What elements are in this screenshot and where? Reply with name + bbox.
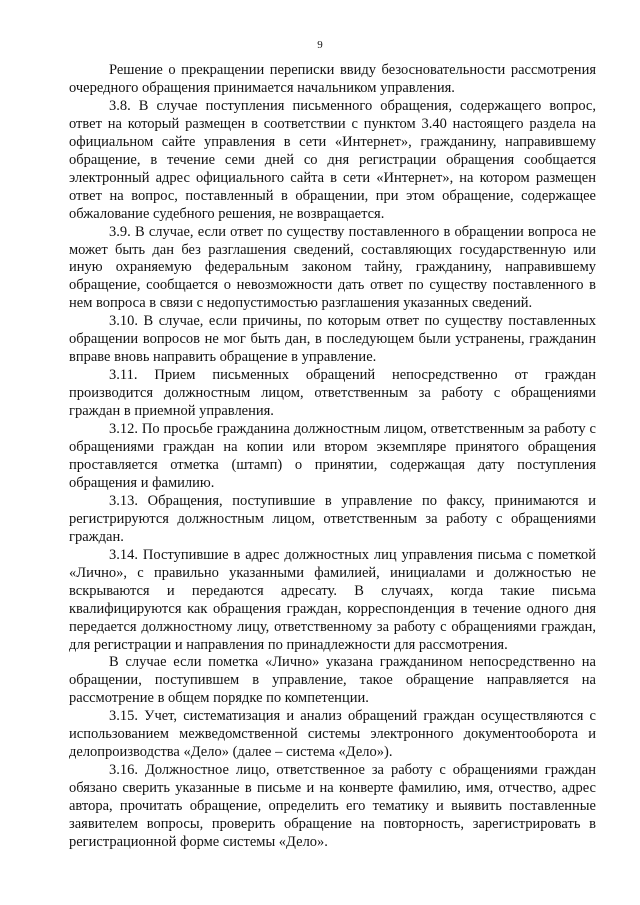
paragraph-3-14: 3.14. Поступившие в адрес должностных лиц управления письма с пометкой «Лично», с правильно указанными фамилией, инициалами и должностью не вскрываются и передаются адресату. В случаях, когда такие письма квалифицируются как обращения граждан, корреспонденция в течение одного дня передается должностному лицу, ответственному за работу с обращениями граждан, для регистрации и направления по принадлежности для рассмотрения. — [69, 546, 596, 653]
paragraph-decision-termination: Решение о прекращении переписки ввиду безосновательности рассмотрения очередного обращения принимается начальником управления. — [69, 62, 596, 96]
paragraph-personal-mark: В случае если пометка «Лично» указана гражданином непосредственно на обращении, поступившем в управление, такое обращение направляется на рассмотрение в общем порядке по компетенции. — [69, 654, 596, 707]
page-number: 9 — [317, 39, 323, 51]
paragraph-3-10: 3.10. В случае, если причины, по которым ответ по существу поставленных обращении вопросов не мог быть дан, в последующем были устранены, гражданин вправе вновь направить обращение в управление. — [69, 313, 596, 366]
paragraph-3-13: 3.13. Обращения, поступившие в управление по факсу, принимаются и регистрируются должностным лицом, ответственным за работу с обращениями граждан. — [69, 492, 596, 545]
paragraph-3-15: 3.15. Учет, систематизация и анализ обращений граждан осуществляются с использованием межведомственной системы электронного документооборота и делопроизводства «Дело» (далее – система «Дело»). — [69, 708, 596, 761]
document-body — [69, 62, 596, 852]
paragraph-3-12: 3.12. По просьбе гражданина должностным лицом, ответственным за работу с обращениями граждан на копии или втором экземпляре принятого обращения проставляется отметка (штамп) о принятии, содержащая дату поступления обращения и фамилию. — [69, 421, 596, 491]
paragraph-3-11: 3.11. Прием письменных обращений непосредственно от граждан производится должностным лицом, ответственным за работу с обращениями граждан в приемной управления. — [69, 367, 596, 420]
paragraph-3-8: 3.8. В случае поступления письменного обращения, содержащего вопрос, ответ на который размещен в соответствии с пунктом 3.40 настоящего раздела на официальном сайте управления в сети «Интернет», гражданину, направившему обращение, в течение семи дней со дня регистрации обращения сообщается электронный адрес официального сайта в сети «Интернет», на котором размещен ответ на вопрос, поставленный в обращении, при этом обращение, содержащее обжалование судебного решения, не возвращается. — [69, 97, 596, 222]
paragraph-3-16: 3.16. Должностное лицо, ответственное за работу с обращениями граждан обязано сверить указанные в письме и на конверте фамилию, имя, отчество, адрес автора, прочитать обращение, определить его тематику и выявить поставленные заявителем вопросы, проверить обращение на повторность, зарегистрировать в регистрационной форме системы «Дело». — [69, 762, 596, 850]
paragraph-3-9: 3.9. В случае, если ответ по существу поставленного в обращении вопроса не может быть дан без разглашения сведений, составляющих государственную или иную охраняемую федеральным законом тайну, гражданину, направившему обращение, сообщается о невозможности дать ответ по существу поставленного в нем вопроса в связи с недопустимостью разглашения указанных сведений. — [69, 223, 596, 312]
